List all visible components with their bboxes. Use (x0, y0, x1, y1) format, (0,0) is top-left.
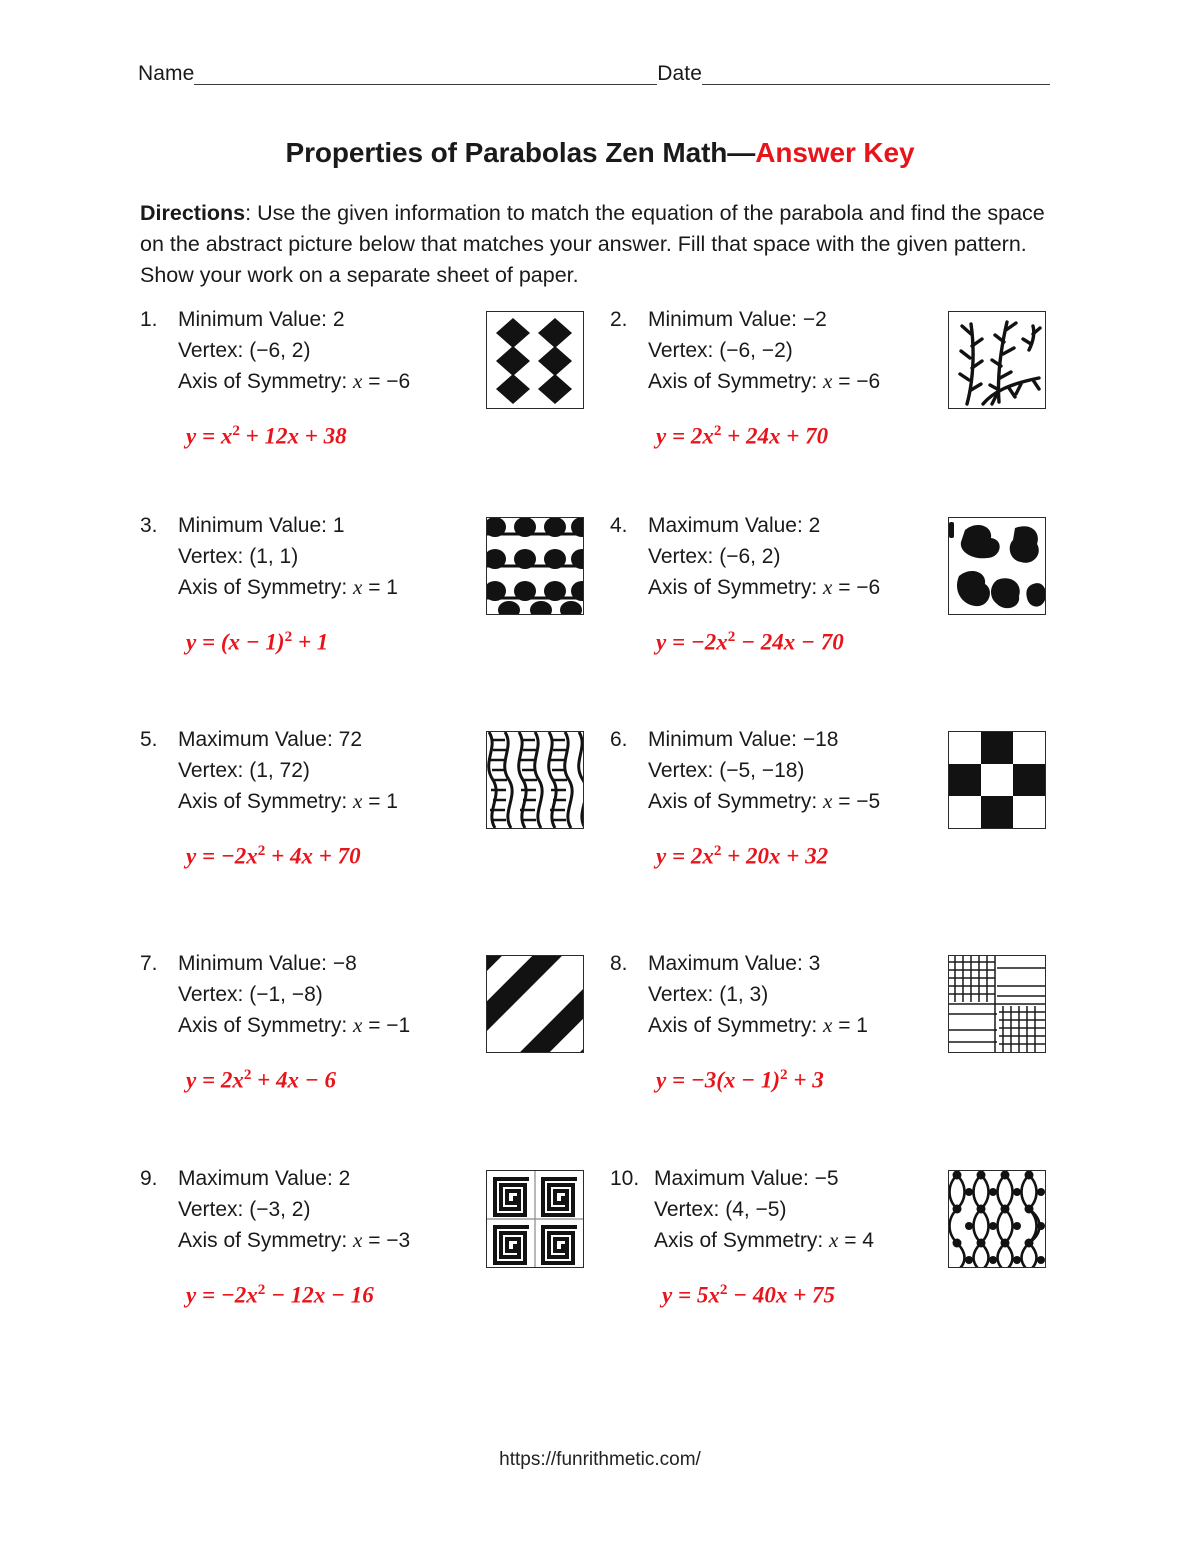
pattern-swatch-diagonal-stripes[interactable] (486, 955, 584, 1053)
problem-answer: $y = 2x^2 + 24x + 70$ (656, 421, 829, 449)
pattern-swatch-beaded-rows[interactable] (486, 517, 584, 615)
date-input-rule[interactable] (702, 64, 1050, 85)
problem-value-line: Maximum Value: 72 (178, 728, 363, 751)
problem-9 (140, 1164, 610, 1344)
problem-answer: $y = x^2 + 12x + 38$ (186, 421, 347, 449)
problem-vertex-line: Vertex: (1, 1) (178, 544, 299, 568)
problem-row (140, 1164, 1080, 1344)
pattern-swatch-branching-fern[interactable] (948, 311, 1046, 409)
problem-answer: $y = 2x^2 + 20x + 32$ (656, 841, 829, 869)
pattern-swatch-stacked-diamonds[interactable] (486, 311, 584, 409)
problem-axis-line: Axis of Symmetry: x = 1 (178, 789, 398, 813)
problem-number: 10. (610, 1167, 640, 1190)
problem-answer: $y = -2x^2 + 4x + 70$ (186, 841, 361, 869)
name-date-header (138, 62, 1050, 86)
problem-axis-line: Axis of Symmetry: x = −3 (178, 1228, 411, 1252)
problem-number: 1. (140, 308, 158, 331)
problem-answer: $y = 2x^2 + 4x - 6$ (186, 1065, 336, 1093)
problem-axis-line: Axis of Symmetry: x = −1 (178, 1013, 411, 1037)
directions (140, 198, 1065, 291)
problem-axis-line: Axis of Symmetry: x = 1 (178, 575, 398, 599)
problem-value-line: Minimum Value: −18 (648, 728, 839, 751)
problem-number: 7. (140, 952, 158, 975)
problem-number: 2. (610, 308, 628, 331)
problem-vertex-line: Vertex: (−6, 2) (648, 544, 781, 568)
problem-answer: $y = -2x^2 - 12x - 16$ (186, 1280, 374, 1308)
problem-vertex-line: Vertex: (−6, 2) (178, 338, 311, 362)
problem-vertex-line: Vertex: (−5, −18) (648, 758, 805, 782)
problem-value-line: Maximum Value: 2 (178, 1167, 351, 1190)
problem-number: 9. (140, 1167, 158, 1190)
problem-answer: $y = 5x^2 - 40x + 75$ (662, 1280, 835, 1308)
problem-value-line: Maximum Value: 3 (648, 952, 821, 975)
problem-3 (140, 511, 610, 725)
pattern-swatch-wavy-hatched-bands[interactable] (486, 731, 584, 829)
problem-vertex-line: Vertex: (−3, 2) (178, 1197, 311, 1221)
problem-8 (610, 949, 1080, 1164)
problem-value-line: Minimum Value: 2 (178, 308, 345, 331)
name-label: Name (138, 62, 195, 85)
problem-axis-line: Axis of Symmetry: x = −6 (178, 369, 411, 393)
pattern-swatch-square-spirals[interactable] (486, 1170, 584, 1268)
problem-4 (610, 511, 1080, 725)
problem-answer: $y = (x - 1)^2 + 1$ (186, 627, 329, 655)
problem-axis-line: Axis of Symmetry: x = −6 (648, 575, 881, 599)
problem-6 (610, 725, 1080, 949)
problem-value-line: Minimum Value: −2 (648, 308, 827, 331)
date-label: Date (657, 62, 703, 85)
page-title (0, 137, 1200, 169)
problem-value-line: Maximum Value: −5 (654, 1167, 839, 1190)
problem-10 (610, 1164, 1080, 1344)
problem-number: 5. (140, 728, 158, 751)
problem-value-line: Minimum Value: −8 (178, 952, 357, 975)
problem-1 (140, 305, 610, 511)
problem-vertex-line: Vertex: (−6, −2) (648, 338, 793, 362)
page-title-main: Properties of Parabolas Zen Math— (285, 137, 756, 168)
problem-2 (610, 305, 1080, 511)
problem-number: 6. (610, 728, 628, 751)
problem-axis-line: Axis of Symmetry: x = −5 (648, 789, 881, 813)
problem-row (140, 949, 1080, 1164)
problem-axis-line: Axis of Symmetry: x = −6 (648, 369, 881, 393)
problem-answer: $y = -3(x - 1)^2 + 3$ (656, 1065, 824, 1093)
page-title-answer-key: Answer Key (755, 137, 915, 168)
problem-row (140, 511, 1080, 725)
problem-answer: $y = -2x^2 - 24x - 70$ (656, 627, 844, 655)
problem-vertex-line: Vertex: (4, −5) (654, 1197, 787, 1221)
pattern-swatch-knotted-net[interactable] (948, 1170, 1046, 1268)
problem-number: 8. (610, 952, 628, 975)
footer-url[interactable]: https://funrithmetic.com/ (499, 1449, 701, 1470)
problem-7 (140, 949, 610, 1164)
problem-axis-line: Axis of Symmetry: x = 4 (654, 1228, 874, 1252)
problem-grid (140, 305, 1080, 1344)
problem-vertex-line: Vertex: (1, 72) (178, 758, 310, 782)
problem-value-line: Maximum Value: 2 (648, 514, 821, 537)
problem-number: 3. (140, 514, 158, 537)
directions-text: : Use the given information to match the equation of the parabola and find the space on the abstract picture below that matches your answer. Fill that space with the given pattern. Show your work on a separate sheet of paper. (140, 201, 1045, 287)
directions-label: Directions (140, 201, 246, 225)
pattern-swatch-grid-quadrants[interactable] (948, 955, 1046, 1053)
problem-vertex-line: Vertex: (1, 3) (648, 982, 769, 1006)
problem-axis-line: Axis of Symmetry: x = 1 (648, 1013, 868, 1037)
problem-value-line: Minimum Value: 1 (178, 514, 345, 537)
problem-5 (140, 725, 610, 949)
problem-number: 4. (610, 514, 628, 537)
pattern-swatch-checkerboard[interactable] (948, 731, 1046, 829)
name-input-rule[interactable] (194, 64, 657, 85)
pattern-swatch-blobs[interactable] (948, 517, 1046, 615)
problem-row (140, 305, 1080, 511)
problem-row (140, 725, 1080, 949)
problem-vertex-line: Vertex: (−1, −8) (178, 982, 323, 1006)
